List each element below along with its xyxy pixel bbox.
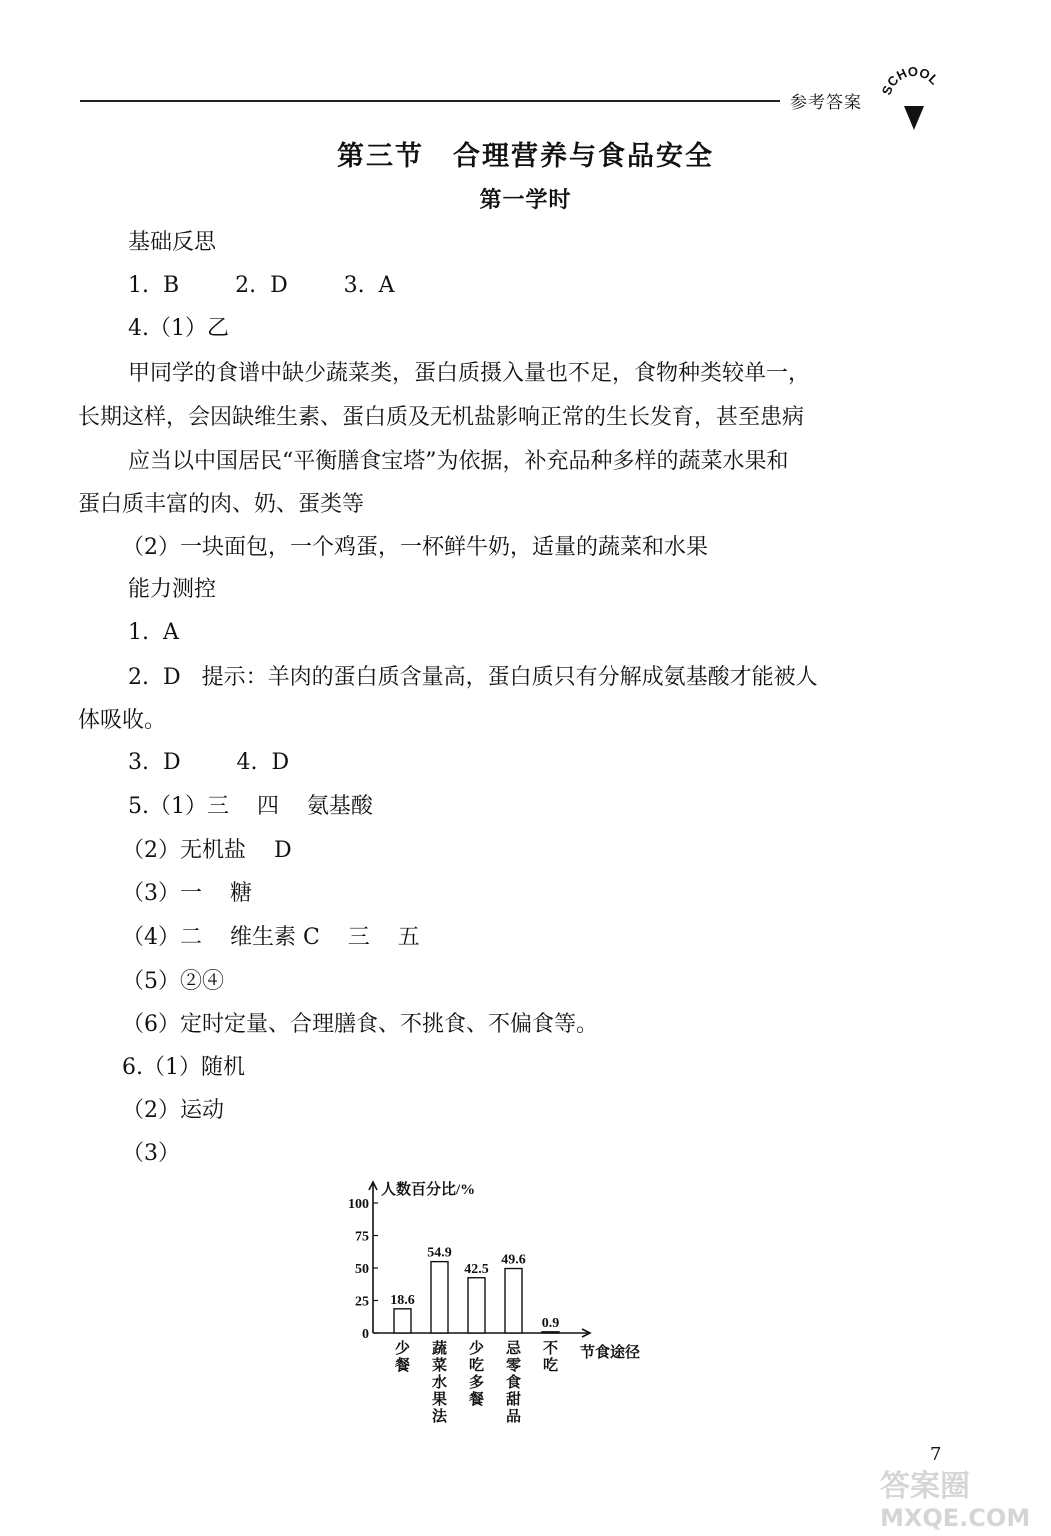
- diet-method-bar-chart: [330, 1170, 670, 1440]
- y-tick-label: 100: [348, 1197, 369, 1212]
- answer-line: （6）定时定量、合理膳食、不挑食、不偏食等。: [122, 1012, 598, 1037]
- answer-line: 蛋白质丰富的肉、奶、蛋类等: [78, 492, 365, 517]
- category-label: 蔬菜水果法: [431, 1341, 448, 1425]
- bar-value-label: 0.9: [541, 1315, 560, 1331]
- bar-value-label: 49.6: [501, 1252, 526, 1268]
- answer-line: 长期这样，会因缺维生素、蛋白质及无机盐影响正常的生长发育，甚至患病: [78, 405, 805, 430]
- bar: [431, 1262, 448, 1333]
- answer-line: （3）: [122, 1141, 180, 1166]
- answer-line: 2. D 提示：羊肉的蛋白质含量高，蛋白质只有分解成氨基酸才能被人: [128, 665, 818, 690]
- heading-ability: 能力测控: [128, 577, 217, 602]
- section-title: 第三节 合理营养与食品安全: [337, 141, 714, 172]
- answer-line: （2）无机盐 D: [122, 838, 292, 863]
- bar-value-label: 54.9: [427, 1245, 452, 1261]
- y-tick-label: 25: [355, 1294, 369, 1310]
- svg-text:SCHOOL: [879, 66, 942, 97]
- y-axis-title: 人数百分比/%: [381, 1182, 476, 1198]
- answer-line: （5）②④: [122, 969, 224, 994]
- heading-basic: 基础反思: [128, 230, 217, 255]
- category-label: 少吃多餐: [468, 1341, 485, 1408]
- bar: [542, 1332, 559, 1333]
- answer-line: 5.（1）三 四 氨基酸: [128, 794, 373, 819]
- x-axis-title: 节食途径: [580, 1345, 641, 1361]
- lesson-subtitle: 第一学时: [479, 187, 572, 213]
- answer-line: 3. D 4. D: [128, 750, 290, 775]
- bar-value-label: 18.6: [390, 1292, 415, 1308]
- watermark-bottom: MXQE.COM: [880, 1504, 1031, 1532]
- category-label: 不吃: [542, 1341, 559, 1374]
- y-tick-label: 75: [355, 1229, 369, 1245]
- logo-text: SCHOOL: [878, 66, 942, 97]
- header-rule: [80, 100, 780, 102]
- bar: [468, 1278, 485, 1333]
- y-tick-label: 0: [362, 1327, 369, 1342]
- answer-line: 甲同学的食谱中缺少蔬菜类，蛋白质摄入量也不足，食物种类较单一，: [128, 361, 811, 386]
- category-label: 少餐: [394, 1341, 411, 1374]
- answer-line: 6.（1）随机: [122, 1055, 245, 1080]
- answer-line: （2）运动: [122, 1098, 224, 1123]
- answer-line: （4）二 维生素 C 三 五: [122, 925, 420, 950]
- answer-line: （2）一块面包，一个鸡蛋，一杯鲜牛奶，适量的蔬菜和水果: [122, 535, 708, 560]
- answer-line: （3）一 糖: [122, 881, 252, 906]
- answer-line: 1. A: [128, 620, 179, 645]
- answer-line: 应当以中国居民“平衡膳食宝塔”为依据，补充品种多样的蔬菜水果和: [128, 449, 789, 474]
- school-logo-icon: [878, 66, 950, 138]
- y-tick-label: 50: [355, 1262, 369, 1277]
- category-label: 忌零食甜品: [505, 1341, 522, 1425]
- answer-line: 1. B 2. D 3. A: [128, 273, 395, 298]
- watermark-logo: [876, 1462, 1046, 1532]
- bar: [394, 1309, 411, 1333]
- page-number: 7: [930, 1444, 942, 1465]
- bar: [505, 1269, 522, 1333]
- header-label: 参考答案: [790, 93, 862, 113]
- answer-line: 4.（1）乙: [128, 316, 229, 341]
- answer-line: 体吸收。: [78, 708, 167, 733]
- watermark-top: 答案圈: [880, 1469, 970, 1504]
- bar-value-label: 42.5: [464, 1261, 489, 1277]
